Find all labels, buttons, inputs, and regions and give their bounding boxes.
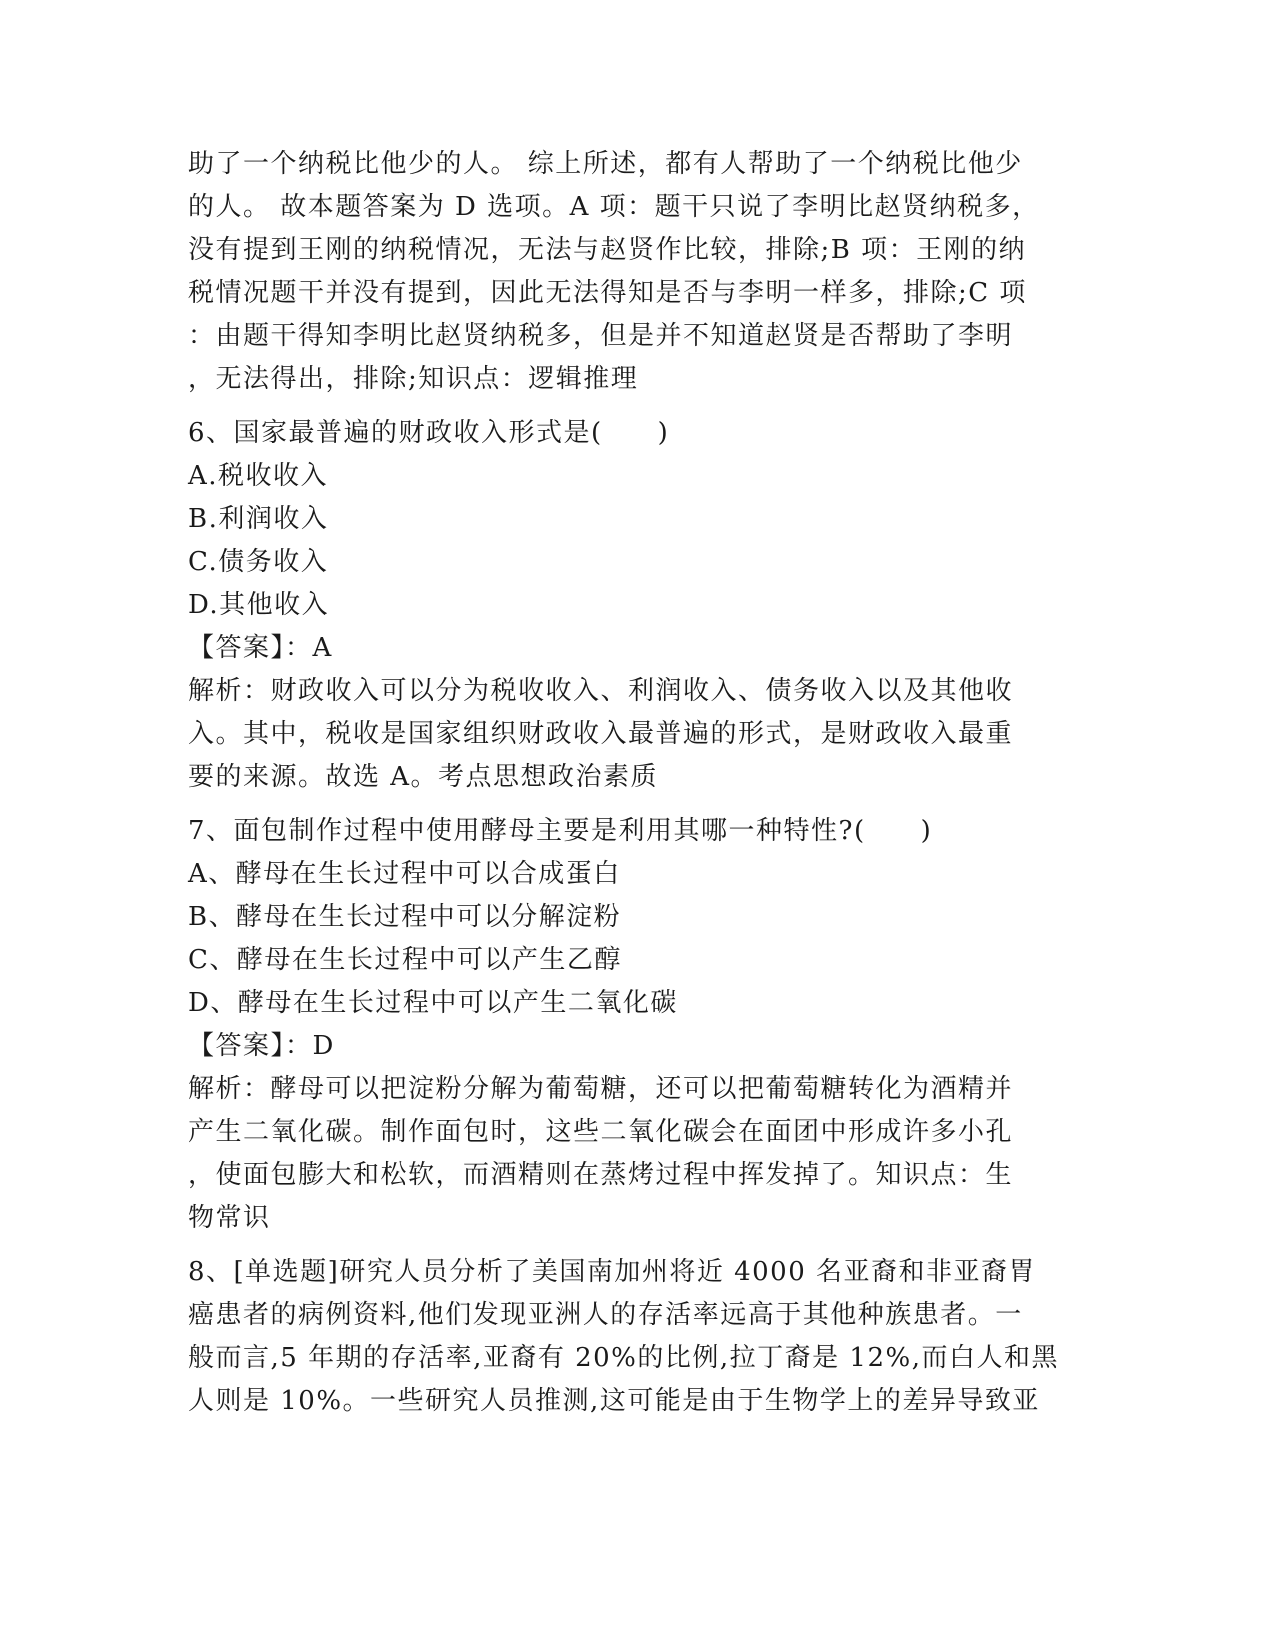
explanation-line: 物常识 <box>188 1203 271 1233</box>
option-a: A、酵母在生长过程中可以合成蛋白 <box>188 859 621 889</box>
explanation-line: 解析：酵母可以把淀粉分解为葡萄糖，还可以把葡萄糖转化为酒精并 <box>188 1074 1014 1104</box>
explanation-line: ，使面包膨大和松软，而酒精则在蒸烤过程中挥发掉了。知识点：生 <box>188 1160 1014 1190</box>
explanation-line: 解析：财政收入可以分为税收收入、利润收入、债务收入以及其他收 <box>188 676 1014 706</box>
option-a: A.税收收入 <box>188 461 329 491</box>
previous-explanation <box>188 143 1068 401</box>
question-stem: 7、面包制作过程中使用酵母主要是利用其哪一种特性?( ) <box>188 816 933 846</box>
explanation-line: 入。其中，税收是国家组织财政收入最普遍的形式，是财政收入最重 <box>188 719 1014 749</box>
explanation-line: 的人。 故本题答案为 D 选项。A 项：题干只说了李明比赵贤纳税多， <box>188 192 1040 222</box>
option-b: B.利润收入 <box>188 504 329 534</box>
answer-label: 【答案】：D <box>188 1031 335 1061</box>
question-stem: 6、国家最普遍的财政收入形式是( ) <box>188 418 670 448</box>
option-d: D、酵母在生长过程中可以产生二氧化碳 <box>188 988 678 1018</box>
spacer <box>188 799 1068 810</box>
option-b: B、酵母在生长过程中可以分解淀粉 <box>188 902 622 932</box>
explanation-line: 产生二氧化碳。制作面包时，这些二氧化碳会在面团中形成许多小孔 <box>188 1117 1014 1147</box>
question-stem-line: 8、[单选题]研究人员分析了美国南加州将近 4000 名亚裔和非亚裔胃 <box>188 1257 1037 1287</box>
option-c: C.债务收入 <box>188 547 329 577</box>
explanation-line: 助了一个纳税比他少的人。 综上所述，都有人帮助了一个纳税比他少 <box>188 149 1023 179</box>
question-6 <box>188 412 1068 799</box>
question-stem-line: 癌患者的病例资料,他们发现亚洲人的存活率远高于其他种族患者。一 <box>188 1300 1023 1330</box>
explanation-line: ，无法得出，排除;知识点：逻辑推理 <box>188 364 639 394</box>
explanation-line: 税情况题干并没有提到，因此无法得知是否与李明一样多，排除;C 项 <box>188 278 1027 308</box>
option-d: D.其他收入 <box>188 590 330 620</box>
answer-label: 【答案】：A <box>188 633 333 663</box>
explanation-line: ：由题干得知李明比赵贤纳税多，但是并不知道赵贤是否帮助了李明 <box>188 321 1014 351</box>
question-7 <box>188 810 1068 1240</box>
explanation-line: 没有提到王刚的纳税情况，无法与赵贤作比较，排除;B 项：王刚的纳 <box>188 235 1027 265</box>
question-8 <box>188 1251 1068 1423</box>
spacer <box>188 401 1068 412</box>
spacer <box>188 1240 1068 1251</box>
option-c: C、酵母在生长过程中可以产生乙醇 <box>188 945 622 975</box>
page-content <box>188 143 1068 1423</box>
question-stem-line: 般而言,5 年期的存活率,亚裔有 20%的比例,拉丁裔是 12%,而白人和黑 <box>188 1343 1059 1373</box>
explanation-line: 要的来源。故选 A。考点思想政治素质 <box>188 762 659 792</box>
question-stem-line: 人则是 10%。一些研究人员推测,这可能是由于生物学上的差异导致亚 <box>188 1386 1040 1416</box>
